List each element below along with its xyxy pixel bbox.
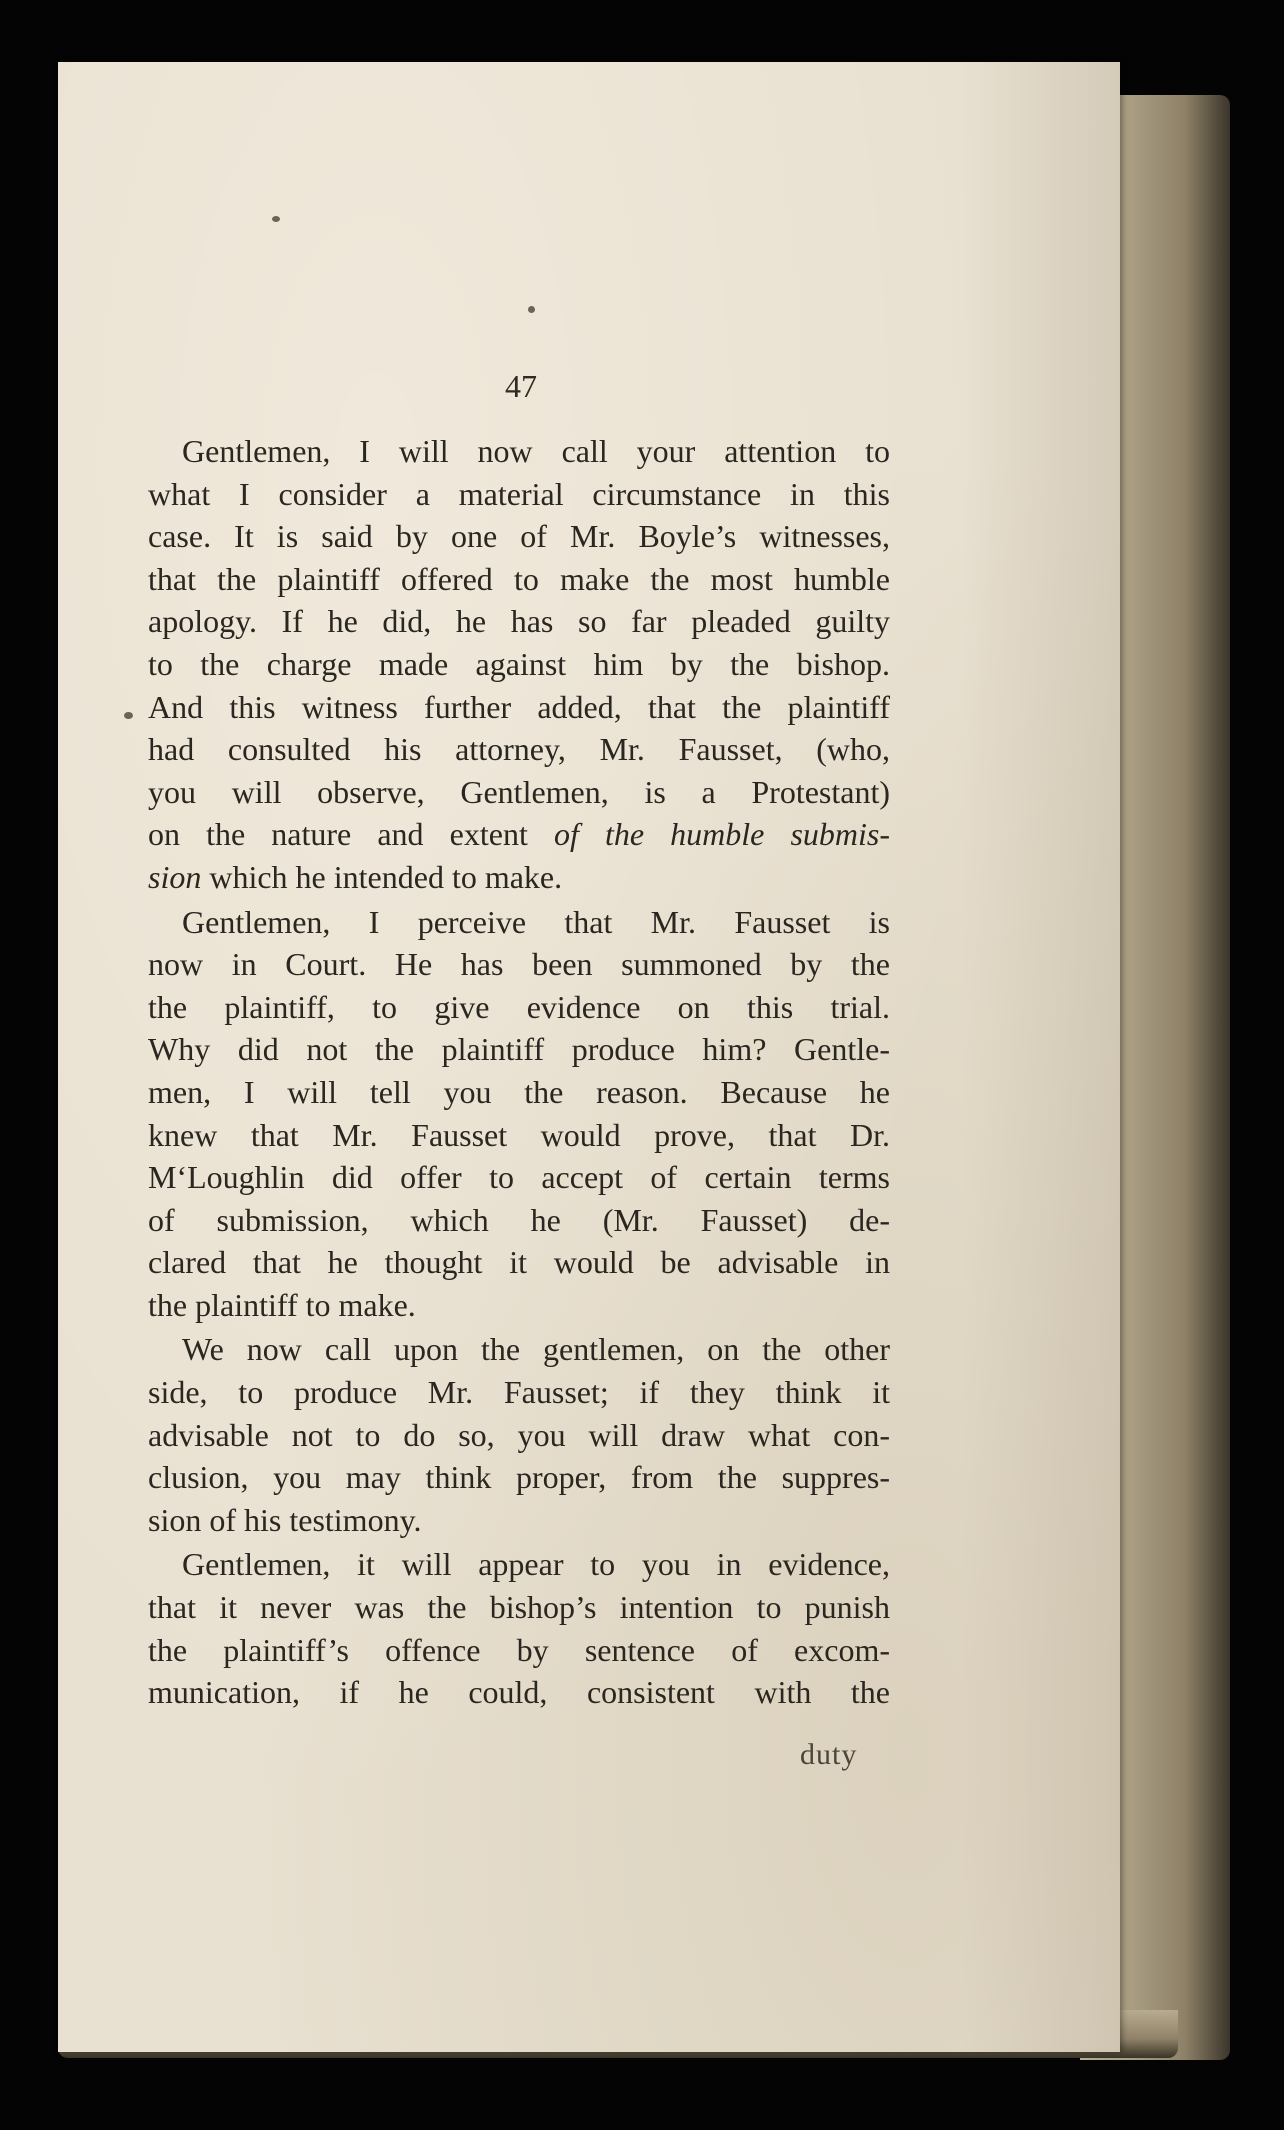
text-line: now in Court. He has been summoned by the	[148, 946, 890, 983]
text-line: apology. If he did, he has so far pleaded guilty	[148, 603, 890, 640]
text-line: Gentlemen, I perceive that Mr. Fausset is	[182, 903, 890, 940]
text-line: the plaintiff’s offence by sentence of excom-	[148, 1631, 890, 1668]
italic-run: of the humble submis-	[553, 816, 891, 853]
text-line-with-italic	[148, 813, 890, 856]
text-line: that it never was the bishop’s intention to punish	[148, 1589, 890, 1626]
paragraph-4	[148, 1543, 890, 1713]
text-line: clared that he thought it would be advisable in	[148, 1244, 890, 1281]
text-line: Gentlemen, I will now call your attention to	[182, 433, 890, 469]
paper-speck	[124, 712, 133, 719]
text-run: which he intended to make.	[201, 858, 563, 895]
body-text	[148, 430, 890, 1716]
text-line: men, I will tell you the reason. Because he	[148, 1073, 890, 1110]
text-line: clusion, you may think proper, from the suppres-	[148, 1459, 890, 1496]
text-line: case. It is said by one of Mr. Boyle’s witnesses,	[148, 518, 890, 555]
text-line: the plaintiff to make.	[148, 1286, 416, 1323]
text-line: of submission, which he (Mr. Fausset) de-	[148, 1201, 890, 1238]
paper-speck	[528, 306, 535, 313]
text-line: knew that Mr. Fausset would prove, that Dr.	[148, 1116, 890, 1153]
paragraph-3	[148, 1328, 890, 1541]
text-line: to the charge made against him by the bishop.	[148, 645, 890, 682]
page-number: 47	[505, 368, 537, 404]
text-line: the plaintiff, to give evidence on this trial.	[148, 988, 890, 1025]
text-line: that the plaintiff offered to make the most humble	[148, 560, 890, 597]
italic-run: sion	[148, 858, 202, 895]
text-line-with-italic	[148, 856, 890, 899]
paper-speck	[272, 216, 280, 222]
text-run: on the nature and extent	[148, 816, 554, 853]
text-line: sion of his testimony.	[148, 1501, 422, 1538]
text-line: And this witness further added, that the plaintiff	[148, 688, 890, 725]
text-line: side, to produce Mr. Fausset; if they think it	[148, 1374, 890, 1411]
text-line: munication, if he could, consistent with the	[148, 1674, 890, 1711]
text-line: Gentlemen, it will appear to you in evidence,	[182, 1546, 890, 1583]
text-line: We now call upon the gentlemen, on the other	[182, 1331, 890, 1368]
text-line: what I consider a material circumstance in this	[148, 475, 890, 512]
text-line: M‘Loughlin did offer to accept of certain terms	[148, 1159, 890, 1196]
text-line: had consulted his attorney, Mr. Fausset, (who,	[148, 731, 890, 768]
paragraph-2	[148, 901, 890, 1327]
text-line: you will observe, Gentlemen, is a Protestant)	[148, 773, 890, 810]
paragraph-1	[148, 430, 890, 899]
text-line: advisable not to do so, you will draw what con-	[148, 1416, 890, 1453]
catchword: duty	[800, 1738, 858, 1771]
text-line: Why did not the plaintiff produce him? Gentle-	[148, 1031, 890, 1068]
